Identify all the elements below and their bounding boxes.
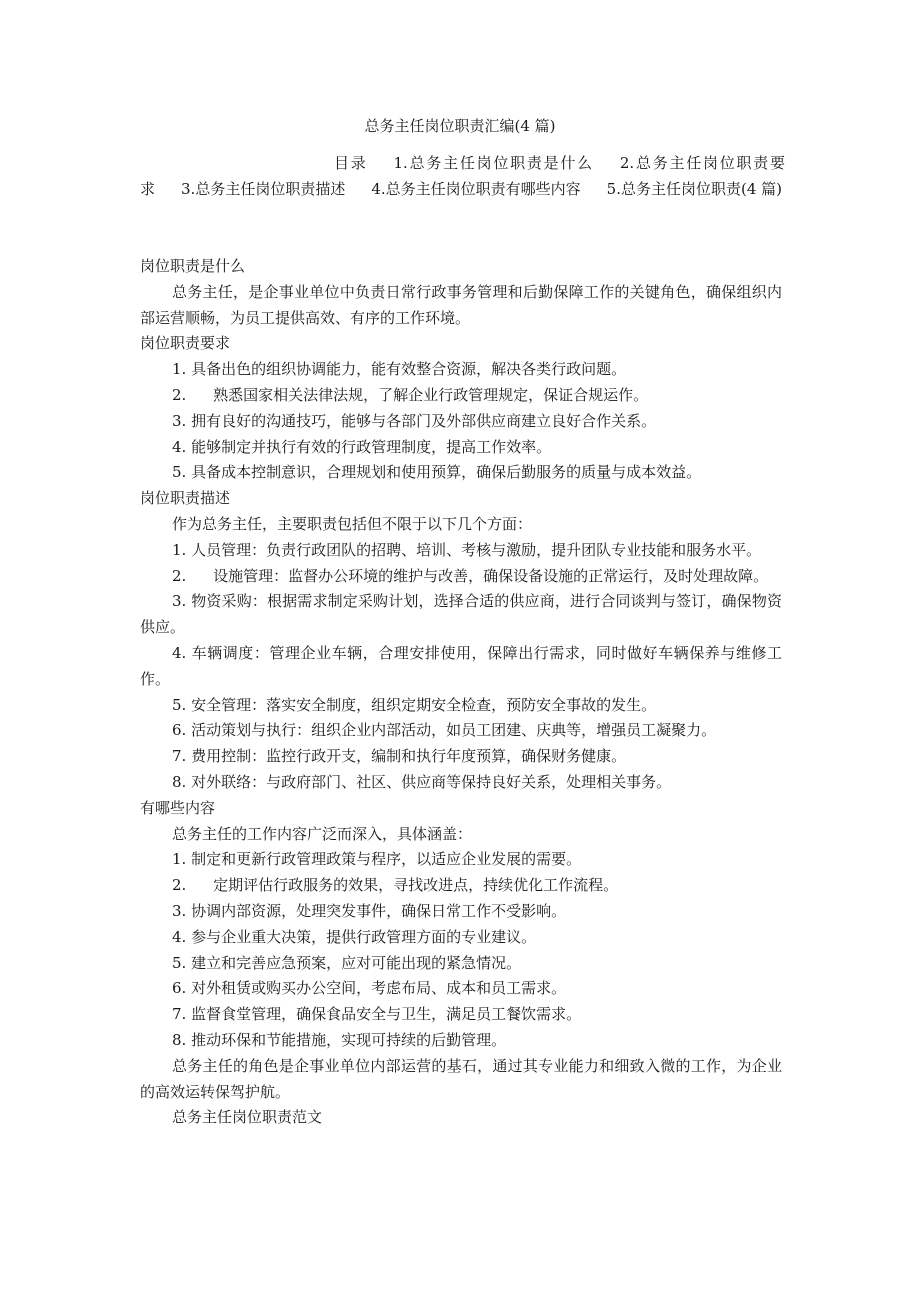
toc-item-2[interactable]: 2.总务主任岗位职责要求	[140, 154, 785, 198]
list-item-number: 8.	[172, 1030, 187, 1049]
list-item-number: 8.	[172, 772, 187, 791]
toc-item-1[interactable]: 1.总务主任岗位职责是什么	[393, 154, 594, 172]
list-item-number: 2.	[172, 876, 187, 895]
section-heading-contents: 有哪些内容	[140, 798, 216, 817]
list-item-text: 拥有良好的沟通技巧，能够与各部门及外部供应商建立良好合作关系。	[191, 411, 657, 430]
list-item-text: 物资采购：根据需求制定采购计划，选择合适的供应商，进行合同谈判与签订，确保物资供应。	[140, 592, 782, 637]
list-item	[140, 383, 782, 409]
list-item-number: 2.	[172, 566, 187, 585]
document-body	[140, 254, 782, 1131]
list-item-text: 熟悉国家相关法律法规，了解企业行政管理规定，保证合规运作。	[213, 385, 649, 404]
list-item-text: 车辆调度：管理企业车辆，合理安排使用，保障出行需求，同时做好车辆保养与维修工作。	[140, 643, 782, 688]
list-item-number: 5.	[172, 953, 187, 972]
list-item	[140, 847, 782, 873]
list-item-text: 推动环保和节能措施，实现可持续的后勤管理。	[191, 1030, 507, 1049]
list-item	[140, 1028, 782, 1054]
list-item-text: 活动策划与执行：组织企业内部活动，如员工团建、庆典等，增强员工凝聚力。	[191, 721, 717, 740]
section-intro-description: 作为总务主任，主要职责包括但不限于以下几个方面：	[172, 514, 533, 533]
section-intro-contents: 总务主任的工作内容广泛而深入，具体涵盖：	[172, 824, 473, 843]
toc-item-4[interactable]: 4.总务主任岗位职责有哪些内容	[371, 180, 581, 198]
list-item-text: 建立和完善应急预案，应对可能出现的紧急情况。	[191, 953, 522, 972]
list-item-text: 监督食堂管理，确保食品安全与卫生，满足员工餐饮需求。	[191, 1005, 582, 1024]
list-item	[140, 538, 782, 564]
list-item	[140, 435, 782, 461]
list-item	[140, 873, 782, 899]
list-item-text: 对外联络：与政府部门、社区、供应商等保持良好关系，处理相关事务。	[191, 772, 672, 791]
list-item-text: 定期评估行政服务的效果，寻找改进点，持续优化工作流程。	[213, 876, 619, 895]
list-item-number: 7.	[172, 1005, 187, 1024]
table-of-contents	[140, 150, 785, 202]
document-title: 总务主任岗位职责汇编(4 篇)	[364, 117, 556, 135]
list-item-number: 2.	[172, 385, 187, 404]
list-item-number: 1.	[172, 850, 187, 869]
list-item	[140, 641, 782, 693]
toc-item-3[interactable]: 3.总务主任岗位职责描述	[181, 180, 346, 198]
list-item-text: 设施管理：监督办公环境的维护与改善，确保设备设施的正常运行，及时处理故障。	[213, 566, 769, 585]
list-item	[140, 409, 782, 435]
list-item-text: 安全管理：落实安全制度，组织定期安全检查，预防安全事故的发生。	[191, 695, 657, 714]
list-item-number: 7.	[172, 747, 187, 766]
section-paragraph-what: 总务主任，是企事业单位中负责日常行政事务管理和后勤保障工作的关键角色，确保组织内部运营顺畅，为员工提供高效、有序的工作环境。	[140, 282, 782, 327]
list-item-text: 对外租赁或购买办公空间，考虑布局、成本和员工需求。	[191, 979, 567, 998]
closing-paragraph: 总务主任的角色是企事业单位内部运营的基石，通过其专业能力和细致入微的工作，为企业的高效运转保驾护航。	[140, 1056, 782, 1101]
list-item	[140, 770, 782, 796]
list-item-text: 制定和更新行政管理政策与程序，以适应企业发展的需要。	[191, 850, 582, 869]
list-item-text: 具备成本控制意识，合理规划和使用预算，确保后勤服务的质量与成本效益。	[191, 463, 702, 482]
list-item-text: 费用控制：监控行政开支，编制和执行年度预算，确保财务健康。	[191, 747, 627, 766]
list-item	[140, 951, 782, 977]
section-heading-what: 岗位职责是什么	[140, 257, 246, 275]
list-item-text: 人员管理：负责行政团队的招聘、培训、考核与激励，提升团队专业技能和服务水平。	[191, 540, 762, 559]
list-item-number: 4.	[172, 927, 187, 946]
list-item	[140, 564, 782, 590]
list-item	[140, 976, 782, 1002]
list-item	[140, 744, 782, 770]
list-item	[140, 925, 782, 951]
list-item-number: 1.	[172, 540, 187, 559]
list-item	[140, 718, 782, 744]
list-item-text: 能够制定并执行有效的行政管理制度，提高工作效率。	[191, 437, 552, 456]
list-item	[140, 693, 782, 719]
list-item-number: 4.	[172, 643, 187, 662]
list-item-number: 3.	[172, 411, 187, 430]
list-item	[140, 1002, 782, 1028]
list-item-text: 参与企业重大决策，提供行政管理方面的专业建议。	[191, 927, 537, 946]
list-item-number: 6.	[172, 979, 187, 998]
list-item-number: 5.	[172, 463, 187, 482]
list-item	[140, 589, 782, 641]
list-item	[140, 899, 782, 925]
list-item-text: 协调内部资源，处理突发事件，确保日常工作不受影响。	[191, 901, 567, 920]
list-item-number: 3.	[172, 592, 187, 611]
toc-label: 目录	[334, 154, 368, 172]
list-item-text: 具备出色的组织协调能力，能有效整合资源，解决各类行政问题。	[191, 360, 627, 379]
list-item-number: 5.	[172, 695, 187, 714]
sample-title: 总务主任岗位职责范文	[172, 1108, 323, 1127]
section-heading-requirements: 岗位职责要求	[140, 334, 231, 353]
toc-item-5[interactable]: 5.总务主任岗位职责(4 篇)	[606, 180, 782, 198]
list-item	[140, 357, 782, 383]
section-heading-description: 岗位职责描述	[140, 489, 231, 508]
list-item	[140, 460, 782, 486]
list-item-number: 3.	[172, 901, 187, 920]
list-item-number: 4.	[172, 437, 187, 456]
list-item-number: 6.	[172, 721, 187, 740]
list-item-number: 1.	[172, 360, 187, 379]
